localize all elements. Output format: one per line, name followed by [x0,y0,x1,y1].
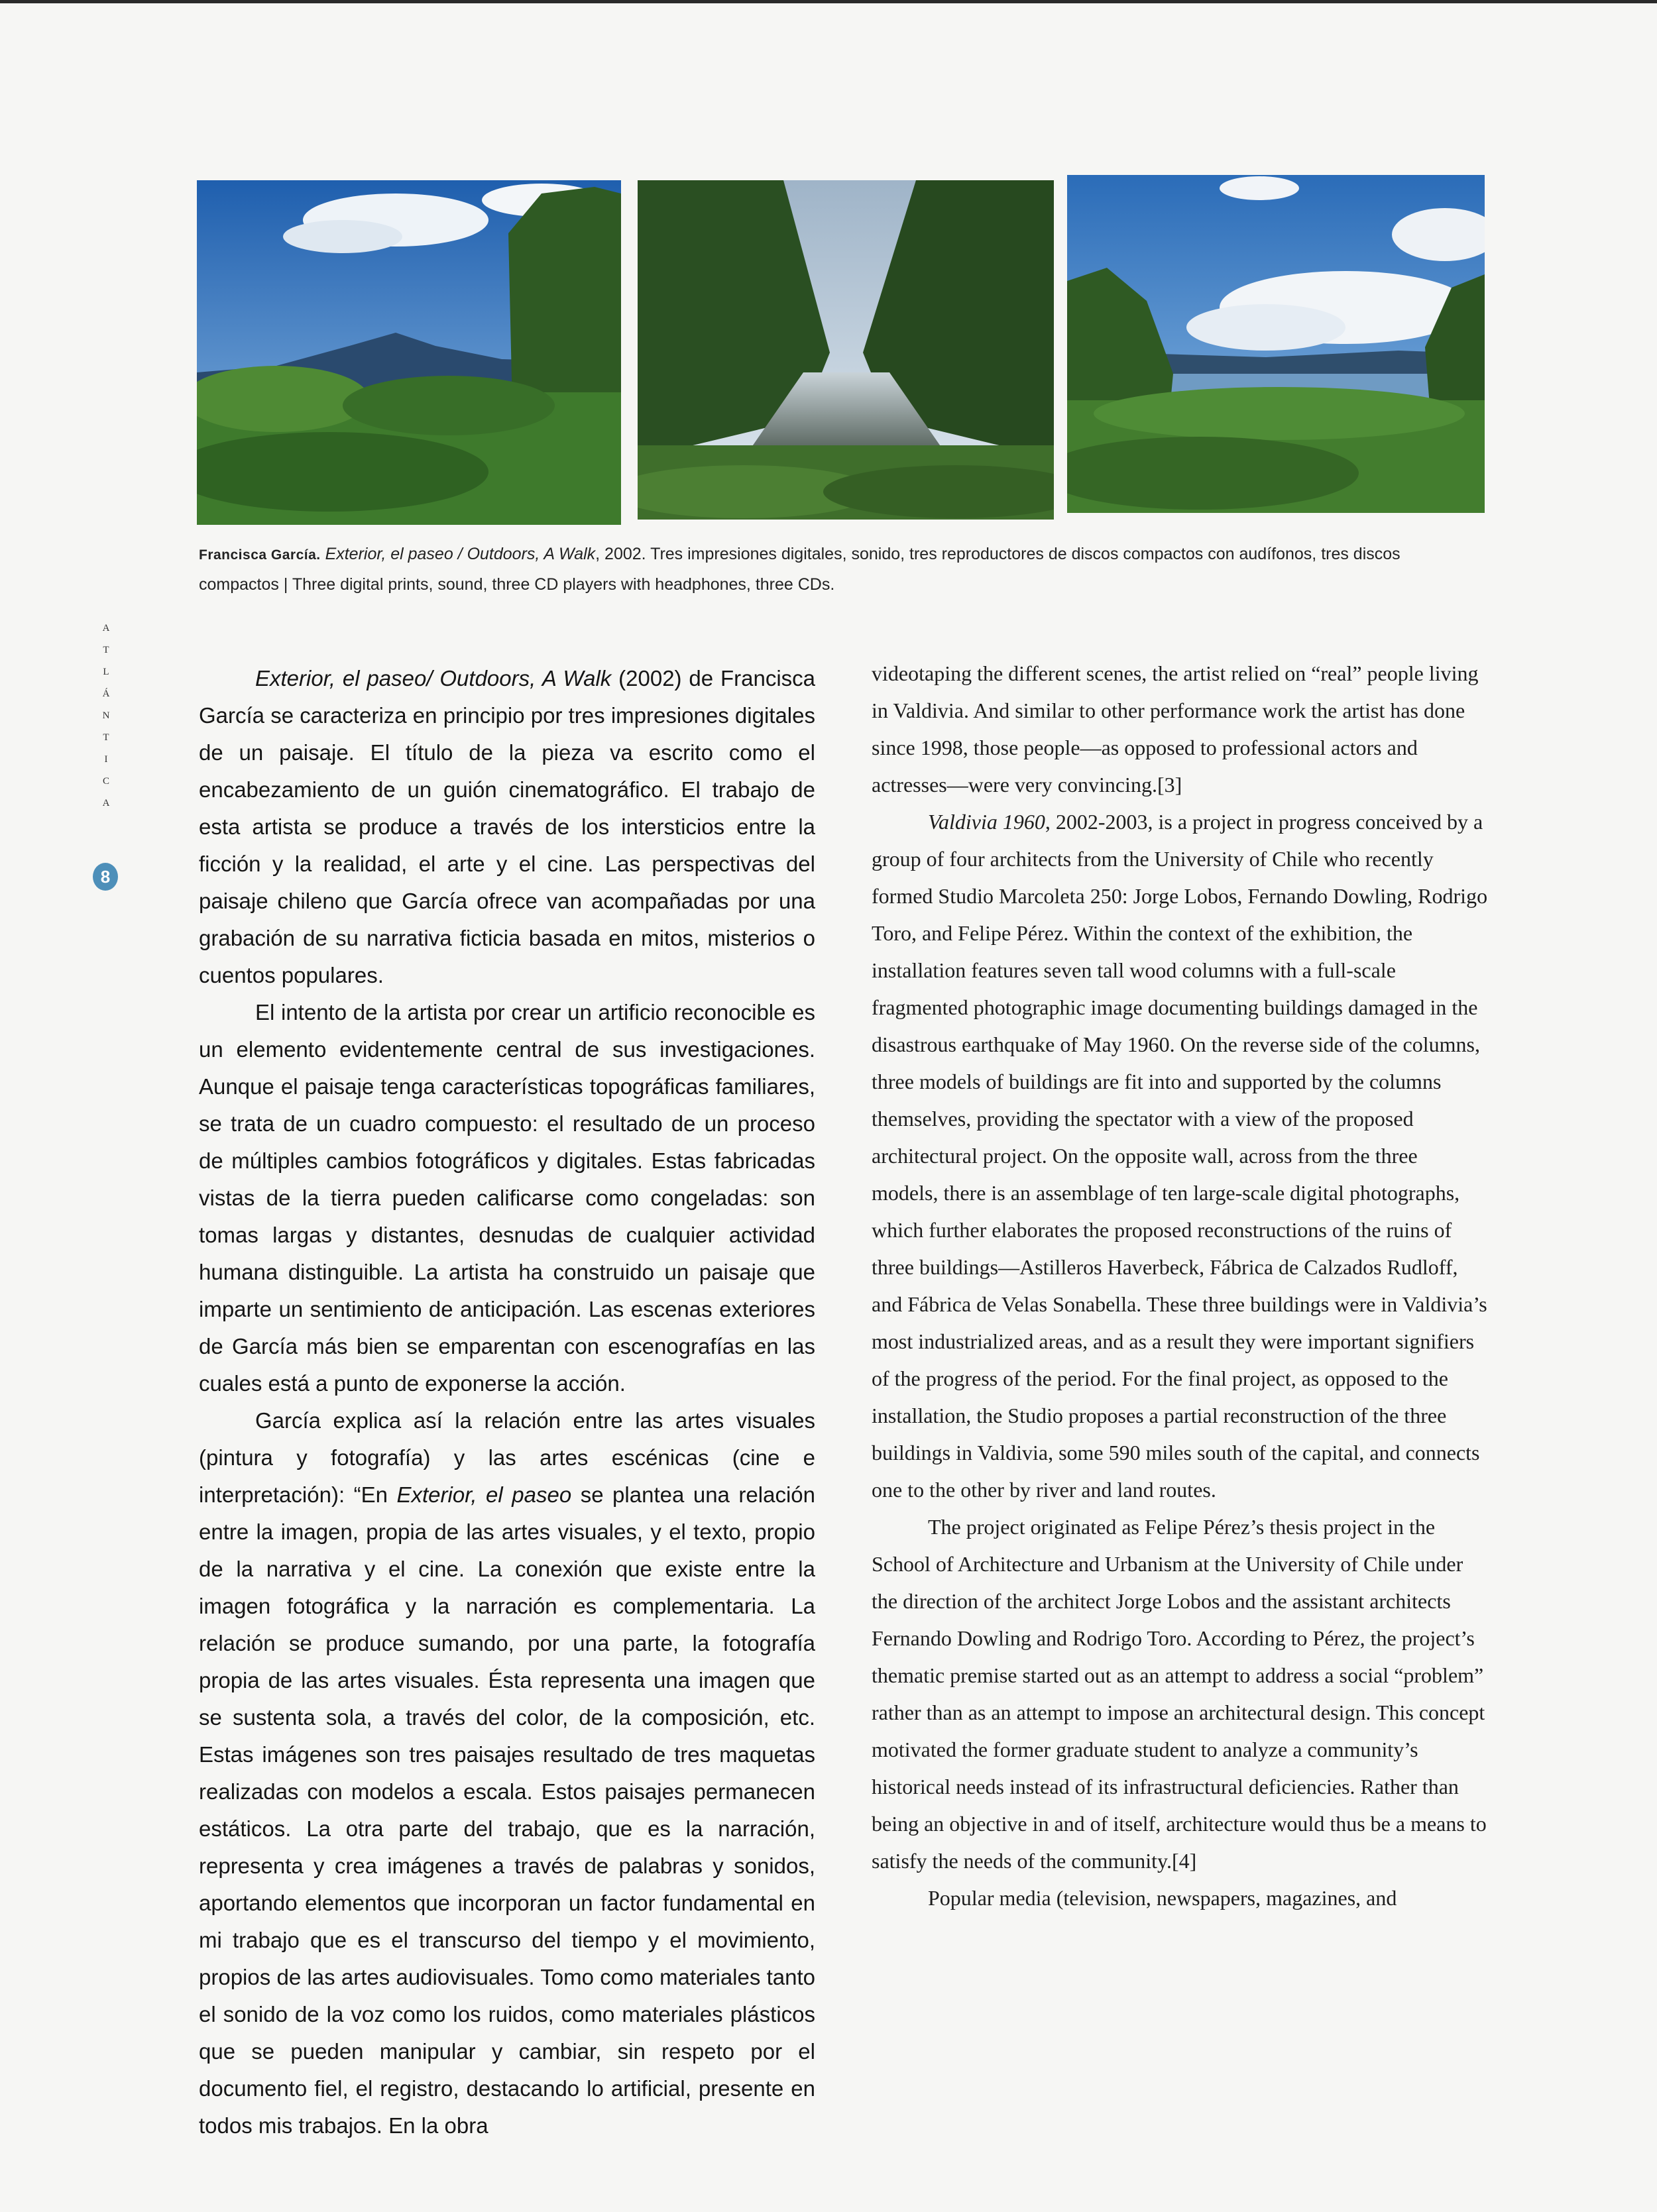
title-letter: T [103,732,109,743]
vertical-journal-title [93,618,119,814]
title-letter: A [102,798,110,808]
title-letter: Á [102,689,110,699]
paragraph-1 [199,660,815,994]
project-title: Valdivia 1960 [928,810,1045,834]
right-column-english [872,655,1488,1916]
river-corridor-image [638,180,1054,520]
paragraph-2 [872,803,1488,1508]
caption-title: Exterior, el paseo / Outdoors, A Walk [325,545,596,563]
title-letter: T [103,645,109,655]
figure-caption [199,539,1485,599]
left-column-spanish [199,660,815,2144]
paragraph-text: , 2002-2003, is a project in progress conceived by a group of four architects from the University of Chile who recently formed Studio Marcoleta 250: Jorge Lobos, Fernando Dowling, Rodrigo Toro, and Felipe Pérez. Within the context of the exhibition, the installation features seven tall wood columns with a full-scale fragmented photographic image documenting buildings damaged in the disastrous earthquake of May 1960. On the reverse side of the columns, three models of buildings are fit into and supported by the columns themselves, providing the spectator with a view of the proposed architectural project. On the opposite wall, across from the three models, there is an assemblage of ten large-scale digital photographs, which further elaborates the proposed reconstructions of the ruins of three buildings—Astilleros Haverbeck, Fábrica de Calzados Rudloff, and Fábrica de Velas Sonabella. These three buildings were in Valdivia’s most industrialized areas, and as a result they were important signifiers of the progress of the period. For the final project, as opposed to the installation, the Studio proposes a partial reconstruction of the three buildings in Valdivia, some 590 miles south of the capital, and connects one to the other by river and land routes. [872,810,1488,1502]
artwork-title: Exterior, el paseo [396,1482,572,1507]
paragraph-3 [199,1402,815,2144]
caption-details: , 2002. Tres impresiones digitales, sonido, tres reproductores de discos compactos con audífonos, tres discos compactos | Three digital prints, sound, three CD players with headphones, three CDs. [199,545,1400,594]
paragraph-2: El intento de la artista por crear un artificio reconocible es un elemento evidentemente central de sus investigaciones. Aunque el paisaje tenga características topográficas familiares, se trata de un cuadro compuesto: el resultado de un proceso de múltiples cambios fotográficos y digitales. Estas fabricadas vistas de la tierra pueden calificarse como congeladas: son tomas largas y distantes, desnudas de cualquier actividad humana distinguible. La artista ha construido un paisaje que imparte un sentimiento de anticipación. Las escenas exteriores de García más bien se emparentan con escenografías en las cuales está a punto de exponerse la acción. [199,1000,815,1396]
title-letter: L [103,667,109,677]
mountain-landscape-image [197,180,621,525]
photo-landscape-mountain [197,180,621,525]
lake-clouds-image [1067,175,1485,513]
artwork-title: Exterior, el paseo/ Outdoors, A Walk [255,666,612,691]
title-letter: I [104,754,108,765]
paragraph-1: videotaping the different scenes, the artist relied on “real” people living in Valdivia. And similar to other performance work the artist has done since 1998, those people—as opposed to professional actors and actresses—were very convincing.[3] [872,661,1479,797]
photo-landscape-lake-clouds [1067,175,1485,513]
paragraph-text: (2002) de Francisca García se caracteriza en principio por tres impresiones digitales de un paisaje. El título de la pieza va escrito como el encabezamiento de un guión cinematográfico. El trabajo de esta artista se produce a través de los intersticios entre la ficción y la realidad, el arte y el cine. Las perspectivas del paisaje chileno que García ofrece van acompañadas por una grabación de su narrativa ficticia basada en mitos, misterios o cuentos populares. [199,666,815,987]
title-letter: C [102,776,109,787]
paragraph-3: The project originated as Felipe Pérez’s thesis project in the School of Architecture and Urbanism at the University of Chile under the direction of the architect Jorge Lobos and the assistant architects Fernando Dowling and Rodrigo Toro. According to Pérez, the project’s thematic premise started out as an attempt to address a social “problem” rather than as an attempt to impose an architectural design. This concept motivated the former graduate student to analyze a community’s historical needs instead of its infrastructural deficiencies. Rather than being an objective in and of itself, architecture would thus be a means to satisfy the needs of the community.[4] [872,1515,1487,1873]
photo-landscape-river-corridor [638,180,1054,520]
page-number-badge: 8 [93,863,118,891]
caption-artist: Francisca García. [199,547,321,563]
paragraph-text: se plantea una relación entre la imagen, propia de las artes visuales, y el texto, propio de la narrativa y el cine. La conexión que existe entre la imagen fotográfica y la narración es complementaria. La relación se produce sumando, por una parte, la fotografía propia de las artes visuales. Ésta representa una imagen que se sustenta sola, a través del color, de la composición, etc. Estas imágenes son tres paisajes resultado de tres maquetas realizadas con modelos a escala. Estos paisajes permanecen estáticos. La otra parte del trabajo, que es la narración, representa y crea imágenes a través de palabras y sonidos, aportando elementos que incorporan un factor fundamental en mi trabajo que es el transcurso del tiempo y el movimiento, propios de las artes audiovisuales. Tomo como materiales tanto el sonido de la voz como los ruidos, como materiales plásticos que se pueden manipular y cambiar, sin respeto por el documento fiel, el registro, destacando lo artificial, presente en todos mis trabajos. En la obra [199,1482,815,2138]
title-letter: A [102,623,110,634]
paragraph-text: García explica así la relación entre las artes visuales (pintura y fotografía) y las artes escénicas (cine e interpretación): “En [199,1408,815,1507]
title-letter: N [102,710,110,721]
page-top-edge [0,0,1657,3]
paragraph-4: Popular media (television, newspapers, magazines, and [928,1886,1397,1910]
